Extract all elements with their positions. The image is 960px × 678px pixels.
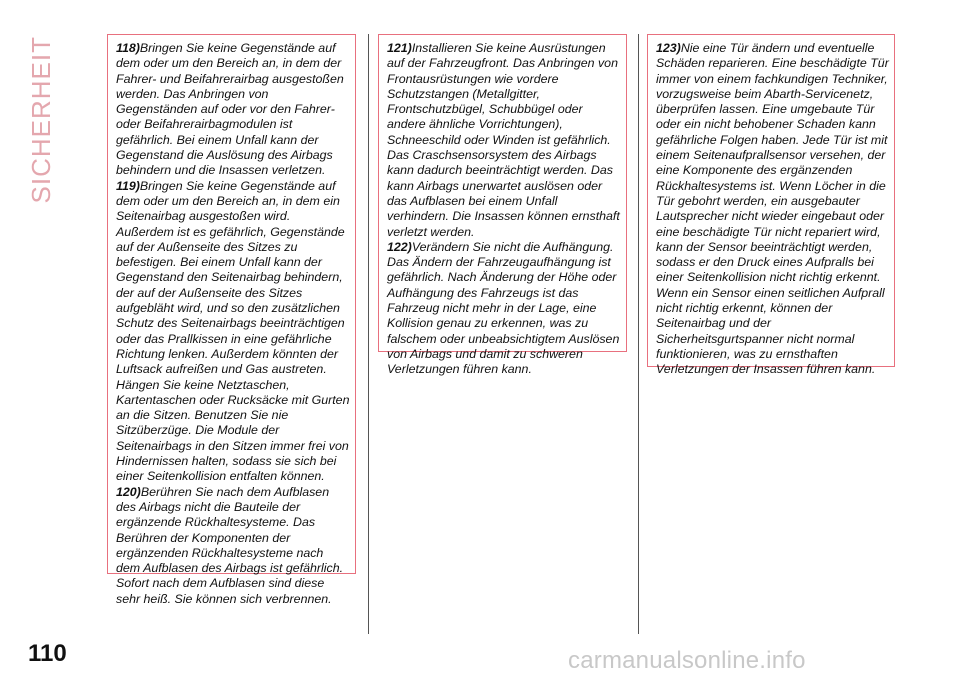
- warning-box-3: [647, 34, 895, 377]
- warning-note-118: [116, 41, 350, 179]
- column-divider: [638, 34, 639, 634]
- warning-note-121: [387, 41, 621, 240]
- warning-note-123: [656, 41, 889, 378]
- warning-note-119: [116, 179, 350, 485]
- warning-box-2: [378, 34, 627, 377]
- column-divider: [368, 34, 369, 634]
- note-text: Bringen Sie keine Gegenstände auf dem oder um den Bereich an, in dem der Fahrer- und Beifahrerairbag ausgestoßen werden. Das Anbringen von Gegenständen auf oder vor den Fahrer- oder Beifahrerairbagmodulen ist gefährlich. Bei einem Unfall kann der Gegenstand die Auslösung des Airbags behindern und die Insassen verletzen.: [116, 41, 344, 178]
- note-text: Berühren Sie nach dem Aufblasen des Airbags nicht die Bauteile der ergänzende Rückhaltesysteme. Das Berühren der Komponenten der ergänzenden Rückhaltesysteme nach dem Aufblasen des Airbags ist gefährlich. Sofort nach dem Aufblasen sind diese sehr heiß. Sie können sich verbrennen.: [116, 484, 344, 606]
- note-text: Installieren Sie keine Ausrüstungen auf der Fahrzeugfront. Das Anbringen von Frontausrüstungen wie vordere Schutzstangen (Metallgitter, Frontschutzbügel, Schubbügel oder andere ähnliche Vorrichtungen), Schneeschild oder Winden ist gefährlich. Das Craschsensorsystem des Airbags kann dadurch beeinträchtigt werden. Das kann Airbags unerwartet auslösen oder das Aufblasen bei einem Unfall verhindern. Die Insassen können ernsthaft verletzt werden.: [387, 41, 620, 239]
- note-text: Nie eine Tür ändern und eventuelle Schäden reparieren. Eine beschädigte Tür immer von einem fachkundigen Techniker, vorzugsweise beim Abarth-Servicenetz, überprüfen lassen. Eine umgebaute Tür oder ein nicht behobener Schaden kann gefährliche Folgen haben. Jede Tür ist mit einem Seitenaufprallsensor versehen, der eine Komponente des ergänzenden Rückhaltesystems ist. Wenn Löcher in die Tür gebohrt werden, ein ausgebauter Lautsprecher nicht wieder eingebaut oder eine beschädigte Tür nicht repariert wird, kann der Sensor beeinträchtigt werden, sodass er den Druck eines Aufpralls bei einer Seitenkollision nicht richtig erkennt. Wenn ein Sensor einen seitlichen Aufprall nicht richtig erkennt, können der Seitenairbag und der Sicherheitsgurtspanner nicht normal funktionieren, was zu ernsthaften Verletzungen der Insassen führen kann.: [656, 41, 889, 377]
- note-number: 121): [387, 41, 412, 55]
- page-number: 110: [28, 640, 67, 667]
- note-text: Bringen Sie keine Gegenstände auf dem oder um den Bereich an, in dem ein Seitenairbag ausgestoßen wird. Außerdem ist es gefährlich, Gegenstände auf der Außenseite des Sitzes zu befestigen. Bei einem Unfall kann der Gegenstand den Seitenairbag behindern, der auf der Außenseite des Sitzes aufgebläht wird, und so den zusätzlichen Schutz des Seitenairbags beeinträchtigen oder das Prallkissen in eine gefährliche Richtung lenken. Außerdem könnten der Luftsack aufreißen und Gas austreten. Hängen Sie keine Netztaschen, Kartentaschen oder Rucksäcke mit Gurten an die Sitzen. Benutzen Sie nie Sitzüberzüge. Die Module der Seitenairbags in den Sitzen immer frei von Hindernissen halten, sodass sie sich bei einer Seitenkollision entfalten können.: [116, 178, 350, 484]
- section-title: SICHERHEIT: [26, 36, 56, 204]
- warning-note-120: [116, 485, 350, 607]
- watermark: carmanualsonline.info: [568, 647, 806, 674]
- note-number: 118): [116, 41, 140, 55]
- warning-note-122: [387, 240, 621, 378]
- note-number: 123): [656, 41, 681, 55]
- note-number: 122): [387, 239, 412, 254]
- note-number: 120): [116, 484, 141, 499]
- note-number: 119): [116, 178, 140, 193]
- warning-box-1: [107, 34, 356, 606]
- note-text: Verändern Sie nicht die Aufhängung. Das Ändern der Fahrzeugaufhängung ist gefährlich. Nach Änderung der Höhe oder Aufhängung des Fahrzeugs ist das Fahrzeug nicht mehr in der Lage, eine Kollision genau zu erkennen, was zu falschem oder unbeabsichtigtem Auslösen von Airbags und damit zu schweren Verletzungen führen kann.: [387, 239, 620, 377]
